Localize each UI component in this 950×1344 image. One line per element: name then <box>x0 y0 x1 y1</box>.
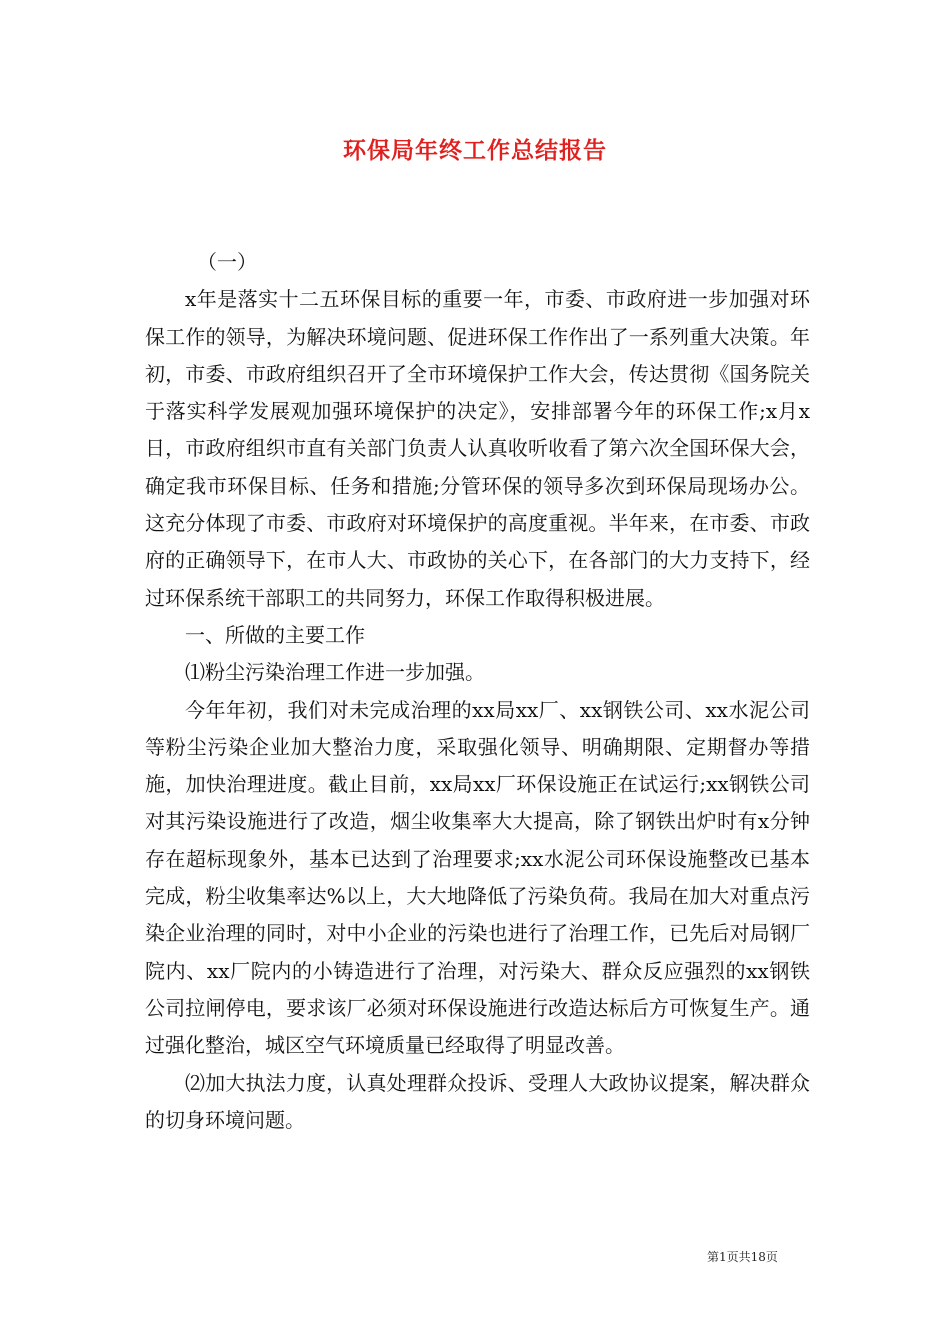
item-1-title: ⑴粉尘污染治理工作进一步加强。 <box>185 660 485 685</box>
document-body <box>145 244 810 1139</box>
paragraph-intro: x年是落实十二五环保目标的重要一年，市委、市政府进一步加强对环保工作的领导，为解决环境问题、促进环保工作作出了一系列重大决策。年初，市委、市政府组织召开了全市环境保护工作大会，传达贯彻《国务院关于落实科学发展观加强环境保护的决定》，安排部署今年的环保工作;x月x日，市政府组织市直有关部门负责人认真收听收看了第六次全国环保大会，确定我市环保目标、任务和措施;分管环保的领导多次到环保局现场办公。这充分体现了市委、市政府对环境保护的高度重视。半年来，在市委、市政府的正确领导下，在市人大、市政协的关心下，在各部门的大力支持下，经过环保系统干部职工的共同努力，环保工作取得积极进展。 <box>145 287 810 610</box>
page-footer: 第1页共18页 <box>707 1250 778 1264</box>
heading-main-work: 一、所做的主要工作 <box>185 622 365 647</box>
document-title: 环保局年终工作总结报告 <box>343 138 607 164</box>
section-marker: （一） <box>197 250 257 274</box>
item-1-body: 今年年初，我们对未完成治理的xx局xx厂、xx钢铁公司、xx水泥公司等粉尘污染企业加大整治力度，采取强化领导、明确期限、定期督办等措施，加快治理进度。截止目前，xx局xx厂环保设施正在试运行;xx钢铁公司对其污染设施进行了改造，烟尘收集率大大提高，除了钢铁出炉时有x分钟存在超标现象外，基本已达到了治理要求;xx水泥公司环保设施整改已基本完成，粉尘收集率达%以上，大大地降低了污染负荷。我局在加大对重点污染企业治理的同时，对中小企业的污染也进行了治理工作，已先后对局钢厂院内、xx厂院内的小铸造进行了治理，对污染大、群众反应强烈的xx钢铁公司拉闸停电，要求该厂必须对环保设施进行改造达标后方可恢复生产。通过强化整治，城区空气环境质量已经取得了明显改善。 <box>145 697 810 1058</box>
item-2: ⑵加大执法力度，认真处理群众投诉、受理人大政协议提案，解决群众的切身环境问题。 <box>145 1070 810 1132</box>
